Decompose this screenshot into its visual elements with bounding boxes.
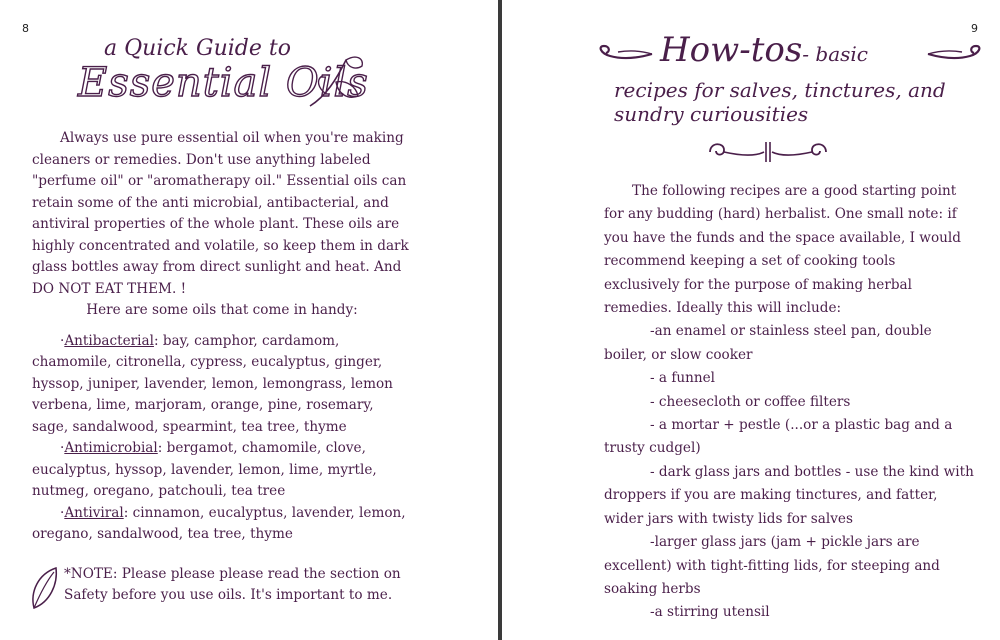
oil-lists — [32, 331, 412, 546]
tool-item: - cheesecloth or coffee filters — [650, 393, 851, 410]
oil-list-items: : bay, camphor, cardamom, chamomile, citronella, cypress, eucalyptus, ginger, hyssop, juniper, lavender, lemon, lemongrass, lemon verbena, lime, marjoram, orange, pine, rosemary, sage, sandalwood, spearmint, tea tree, thyme — [32, 332, 393, 435]
oils-intro-paragraph: Always use pure essential oil when you're making cleaners or remedies. Don't use anything labeled "perfume oil" or "aromatherapy oil." Essential oils can retain some of the anti microbial, antibacterial, and antiviral properties of the whole plant. These oils are highly concentrated and volatile, so keep them in dark glass bottles away from direct sunlight and heat. And DO NOT EAT THEM. ! — [32, 130, 409, 297]
howtos-title-suffix: - basic — [802, 42, 868, 66]
right-page — [502, 0, 1000, 640]
guide-title-small: a Quick Guide to — [104, 36, 291, 61]
leaf-icon — [28, 564, 60, 612]
left-page-body — [32, 128, 412, 546]
swirl-right-icon — [926, 42, 986, 64]
oil-list-antimicrobial: ·Antimicrobial: bergamot, chamomile, clove, eucalyptus, hyssop, lavender, lemon, lime, myrtle, nutmeg, oregano, patchouli, tea tree — [32, 440, 377, 499]
tool-item: -a stirring utensil — [650, 604, 770, 621]
tool-item: - dark glass jars and bottles - use the kind with droppers if you are making tinctures, and fatter, wider jars with twisty lids for salves — [604, 463, 974, 527]
tool-list — [604, 320, 974, 624]
oil-list-heading: Antimicrobial — [64, 440, 158, 456]
tool-item: - a funnel — [650, 370, 716, 387]
guide-title-big: Essential Oils — [78, 60, 369, 106]
oil-list-antibacterial: ·Antibacterial: bay, camphor, cardamom, chamomile, citronella, cypress, eucalyptus, ginger, hyssop, juniper, lavender, lemon, lemongrass, lemon verbena, lime, marjoram, orange, pine, rosemary, sage, sandalwood, spearmint, tea tree, thyme — [32, 332, 393, 435]
oils-lead-in: Here are some oils that come in handy: — [86, 302, 358, 318]
howtos-title-main: How-tos — [660, 30, 803, 70]
oil-list-heading: Antibacterial — [64, 332, 154, 349]
right-page-body — [604, 180, 974, 625]
tool-item: -an enamel or stainless steel pan, double boiler, or slow cooker — [604, 323, 932, 363]
howtos-subtitle: recipes for salves, tinctures, and sundry curiousities — [614, 78, 946, 126]
oil-list-items: : cinnamon, eucalyptus, lavender, lemon, oregano, sandalwood, tea tree, thyme — [32, 504, 406, 542]
oil-list-items: : bergamot, chamomile, clove, eucalyptus, hyssop, lavender, lemon, lime, myrtle, nutmeg, oregano, patchouli, tea tree — [32, 440, 377, 499]
left-page — [0, 0, 498, 640]
page-number-right: 9 — [971, 22, 978, 35]
tool-item: - a mortar + pestle (...or a plastic bag and a trusty cudgel) — [604, 417, 953, 457]
oil-list-antiviral: ·Antiviral: cinnamon, eucalyptus, lavender, lemon, oregano, sandalwood, tea tree, thyme — [32, 504, 406, 542]
howtos-title — [660, 30, 868, 70]
swirl-left-icon — [594, 42, 654, 64]
safety-note-text: *NOTE: Please please please read the section on Safety before you use oils. It's important to me. — [64, 566, 401, 603]
oil-list-heading: Antiviral — [64, 504, 124, 521]
flourish-icon — [706, 136, 830, 166]
leaf-sprig-icon — [306, 50, 370, 112]
howtos-intro-paragraph: The following recipes are a good starting point for any budding (hard) herbalist. One small note: if you have the funds and the space available, I would recommend keeping a set of cooking tools exclusively for the purpose of making herbal remedies. Ideally this will include: — [604, 183, 961, 317]
tool-item: -larger glass jars (jam + pickle jars are excellent) with tight-fitting lids, for steeping and soaking herbs — [604, 534, 940, 597]
page-number-left: 8 — [22, 22, 29, 35]
